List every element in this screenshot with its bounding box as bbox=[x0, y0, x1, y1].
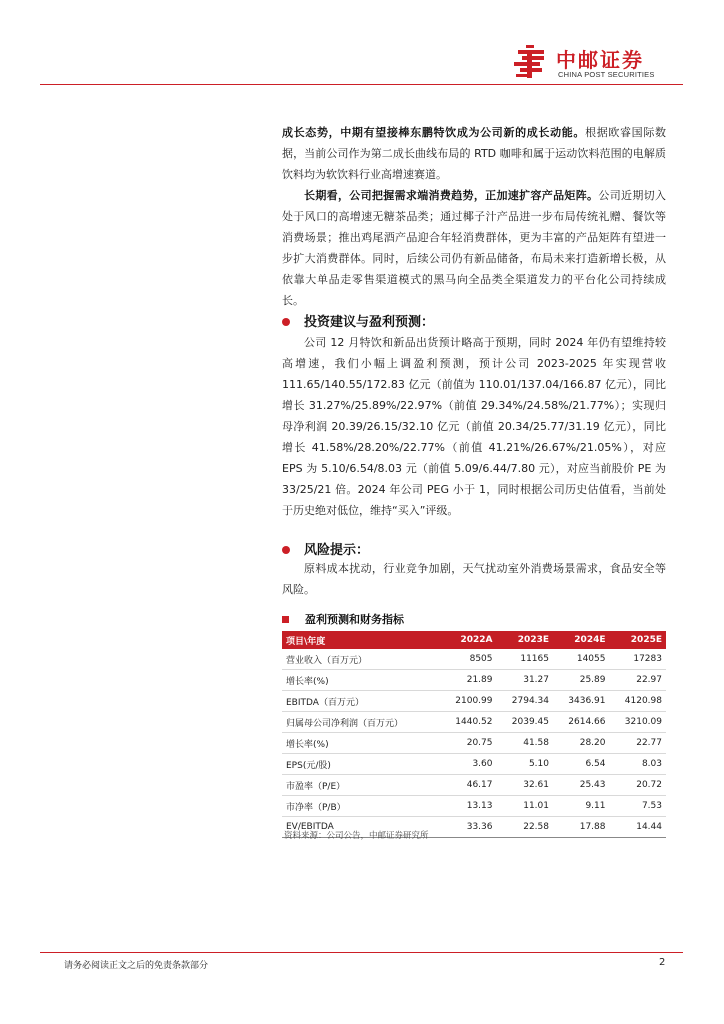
header-divider bbox=[40, 84, 683, 85]
company-logo bbox=[512, 44, 682, 80]
financial-forecast-table bbox=[282, 631, 666, 838]
risk-paragraph: 原料成本扰动，行业竞争加剧，天气扰动室外消费场景需求，食品安全等风险。 bbox=[282, 562, 666, 596]
investment-section-title bbox=[282, 311, 434, 330]
paragraph-product-matrix bbox=[282, 185, 666, 311]
value-cell: 11.01 bbox=[497, 796, 554, 817]
row-label-cell: 归属母公司净利润（百万元） bbox=[282, 712, 440, 733]
table-row bbox=[282, 712, 666, 733]
value-cell: 3.60 bbox=[440, 754, 497, 775]
value-cell: 17.88 bbox=[553, 817, 610, 838]
row-label-cell: 增长率(%) bbox=[282, 733, 440, 754]
investment-paragraph: 公司 12 月特饮和新品出货预计略高于预期，同时 2024 年仍有望维持较高增速，我们小幅上调盈利预测，预计公司 2023-2025 年实现营收 111.65/140.55/172.83 亿元（前值为 110.01/137.04/166.87 亿元），同比增长 31.27%/25.89%/22.97%（前值 29.34%/24.58%/21.77%）；实现归母净利润 20.39/26.15/32.10 亿元（前值 20.34/25.77/31.19 亿元），同比增长 41.58%/28.20%/22.77%（前值 41.21%/26.67%/21.05%），对应 EPS 为 5.10/6.54/8.03 元（前值 5.09/6.44/7.80 元），对应当前股价 PE 为 33/25/21 倍。2024 年公司 PEG 小于 1，同时根据公司历史估值看，当前处于历史绝对低位，维持“买入”评级。 bbox=[282, 336, 666, 517]
page-number: 2 bbox=[659, 957, 666, 968]
table-header-row bbox=[282, 631, 666, 649]
risk-section bbox=[282, 558, 666, 600]
paragraph-growth-trend-text: 根据欧睿国际数据，当前公司作为第二成长曲线布局的 RTD 咖啡和属于运动饮料范围的电解质饮料均为软饮料行业高增速赛道。 bbox=[282, 126, 666, 181]
table-row bbox=[282, 733, 666, 754]
value-cell: 11165 bbox=[497, 649, 554, 670]
value-cell: 25.43 bbox=[553, 775, 610, 796]
value-cell: 8.03 bbox=[610, 754, 667, 775]
footer-divider bbox=[40, 952, 683, 953]
paragraph-product-matrix-highlight: 长期看，公司把握需求端消费趋势，正加速扩容产品矩阵。 bbox=[304, 189, 599, 202]
bullet-icon bbox=[282, 546, 290, 554]
value-cell: 22.77 bbox=[610, 733, 667, 754]
square-bullet-icon bbox=[282, 616, 289, 623]
value-cell: 22.58 bbox=[497, 817, 554, 838]
value-cell: 17283 bbox=[610, 649, 667, 670]
row-label-cell: 营业收入（百万元） bbox=[282, 649, 440, 670]
value-cell: 31.27 bbox=[497, 670, 554, 691]
bullet-icon bbox=[282, 318, 290, 326]
logo-english-text: CHINA POST SECURITIES bbox=[558, 70, 655, 79]
table-row bbox=[282, 775, 666, 796]
paragraph-growth-trend-highlight: 成长态势，中期有望接棒东鹏特饮成为公司新的成长动能。 bbox=[282, 126, 586, 139]
china-post-logo-icon bbox=[512, 44, 550, 80]
value-cell: 32.61 bbox=[497, 775, 554, 796]
value-cell: 1440.52 bbox=[440, 712, 497, 733]
row-label-cell: 市盈率（P/E） bbox=[282, 775, 440, 796]
header-cell-2022a: 2022A bbox=[440, 631, 497, 649]
row-label-cell: EBITDA（百万元） bbox=[282, 691, 440, 712]
value-cell: 25.89 bbox=[553, 670, 610, 691]
header-cell-2024e: 2024E bbox=[553, 631, 610, 649]
footer-disclaimer: 请务必阅读正文之后的免责条款部分 bbox=[64, 961, 209, 971]
investment-title-text: 投资建议与盈利预测： bbox=[304, 315, 435, 330]
table-row bbox=[282, 649, 666, 670]
value-cell: 21.89 bbox=[440, 670, 497, 691]
value-cell: 20.75 bbox=[440, 733, 497, 754]
paragraph-growth-trend bbox=[282, 122, 666, 185]
value-cell: 2794.34 bbox=[497, 691, 554, 712]
value-cell: 33.36 bbox=[440, 817, 497, 838]
value-cell: 7.53 bbox=[610, 796, 667, 817]
growth-paragraphs bbox=[282, 122, 666, 311]
value-cell: 6.54 bbox=[553, 754, 610, 775]
logo-chinese-text: 中邮证券 bbox=[556, 48, 644, 72]
value-cell: 2039.45 bbox=[497, 712, 554, 733]
value-cell: 14055 bbox=[553, 649, 610, 670]
row-label-cell: EV/EBITDA bbox=[282, 817, 440, 838]
risk-title-text: 风险提示： bbox=[304, 543, 370, 558]
value-cell: 5.10 bbox=[497, 754, 554, 775]
value-cell: 46.17 bbox=[440, 775, 497, 796]
table-title-text: 盈利预测和财务指标 bbox=[305, 613, 404, 626]
value-cell: 28.20 bbox=[553, 733, 610, 754]
row-label-cell: 市净率（P/B） bbox=[282, 796, 440, 817]
value-cell: 2100.99 bbox=[440, 691, 497, 712]
row-label-cell: 增长率(%) bbox=[282, 670, 440, 691]
value-cell: 8505 bbox=[440, 649, 497, 670]
value-cell: 3210.09 bbox=[610, 712, 667, 733]
table-body bbox=[282, 649, 666, 838]
value-cell: 22.97 bbox=[610, 670, 667, 691]
risk-section-title bbox=[282, 539, 369, 558]
table-row bbox=[282, 691, 666, 712]
table-title bbox=[282, 611, 404, 627]
header-cell-2025e: 2025E bbox=[610, 631, 667, 649]
table-row bbox=[282, 796, 666, 817]
value-cell: 4120.98 bbox=[610, 691, 667, 712]
table-row bbox=[282, 754, 666, 775]
value-cell: 2614.66 bbox=[553, 712, 610, 733]
value-cell: 20.72 bbox=[610, 775, 667, 796]
header-cell-item: 项目\年度 bbox=[282, 631, 440, 649]
value-cell: 3436.91 bbox=[553, 691, 610, 712]
value-cell: 13.13 bbox=[440, 796, 497, 817]
row-label-cell: EPS(元/股) bbox=[282, 754, 440, 775]
paragraph-product-matrix-text: 公司近期切入处于风口的高增速无糖茶品类；通过椰子汁产品进一步布局传统礼赠、餐饮等消费场景；推出鸡尾酒产品迎合年轻消费群体，更为丰富的产品矩阵有望进一步扩大消费群体。同时，后续公司仍有新品储备，布局未来打造新增长极，从依靠大单品走零售渠道模式的黑马向全品类全渠道发力的平台化公司持续成长。 bbox=[282, 189, 667, 307]
table-source: 资料来源：公司公告，中邮证券研究所 bbox=[284, 831, 429, 841]
header-cell-2023e: 2023E bbox=[497, 631, 554, 649]
value-cell: 41.58 bbox=[497, 733, 554, 754]
investment-section bbox=[282, 332, 666, 521]
value-cell: 14.44 bbox=[610, 817, 667, 838]
value-cell: 9.11 bbox=[553, 796, 610, 817]
table-row bbox=[282, 670, 666, 691]
